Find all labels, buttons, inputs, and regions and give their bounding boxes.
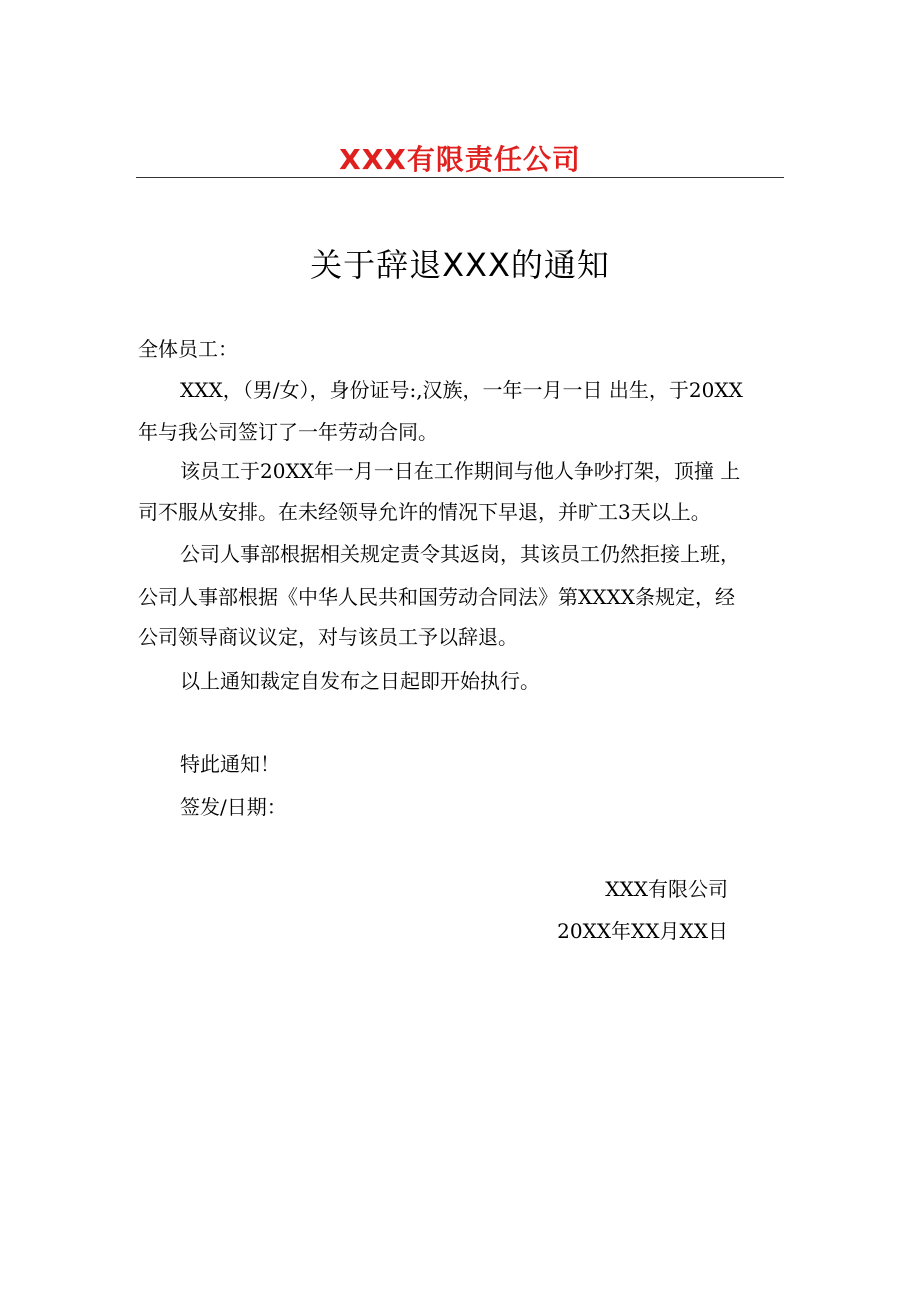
notice-title: 关于辞退XXX的通知: [310, 246, 610, 284]
paragraph-line: 以上通知裁定自发布之日起即开始执行。: [180, 669, 540, 693]
paragraph-line: XXX，（男/女），身份证号:,汉族，一年一月一日 出生，于20XX: [180, 378, 743, 402]
signature-company: XXX有限公司: [605, 877, 728, 901]
paragraph-line: 公司领导商议议定，对与该员工予以辞退。: [138, 625, 518, 649]
paragraph-line: 该员工于20XX年一月一日在工作期间与他人争吵打架，顶撞 上: [180, 459, 741, 483]
salutation: 全体员工：: [138, 337, 238, 361]
company-letterhead: XXX有限责任公司: [339, 143, 581, 176]
closing-text: 特此通知！: [180, 752, 280, 776]
letterhead-divider: [136, 177, 784, 178]
paragraph-line: 年与我公司签订了一年劳动合同。: [138, 420, 438, 444]
paragraph-line: 司不服从安排。在未经领导允许的情况下早退，并旷工3天以上。: [138, 500, 711, 524]
signature-date: 20XX年XX月XX日: [557, 919, 728, 943]
paragraph-line: 公司人事部根据相关规定责令其返岗，其该员工仍然拒接上班，: [180, 542, 740, 566]
sign-date-label: 签发/日期：: [180, 795, 287, 819]
paragraph-line: 公司人事部根据《中华人民共和国劳动合同法》第XXXX条规定，经: [138, 585, 735, 609]
